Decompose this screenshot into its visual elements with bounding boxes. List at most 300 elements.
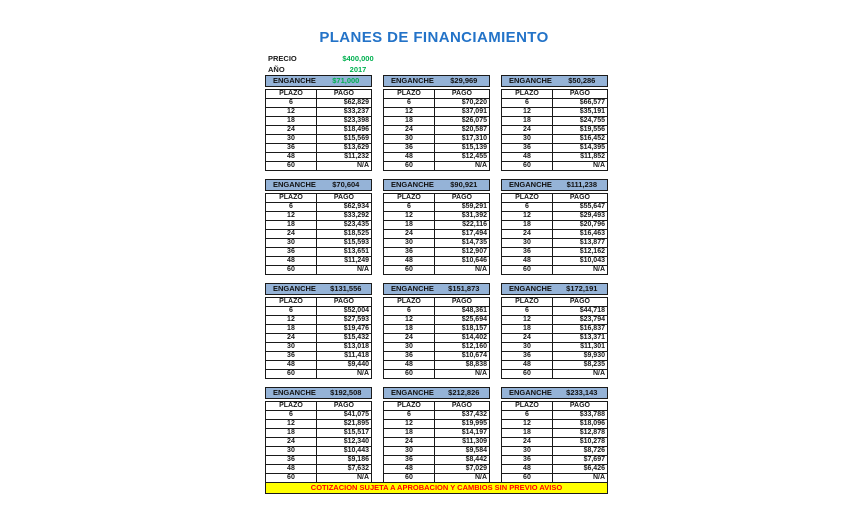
payment-row bbox=[266, 99, 372, 108]
ano-label: AÑO bbox=[268, 65, 285, 74]
pago-cell: $26,075 bbox=[434, 117, 489, 126]
pago-column-header: PAGO bbox=[552, 298, 607, 307]
pago-column-header: PAGO bbox=[316, 298, 371, 307]
payment-table bbox=[383, 193, 490, 275]
pago-column-header: PAGO bbox=[552, 402, 607, 411]
payment-row bbox=[502, 420, 608, 429]
pago-cell: $12,340 bbox=[316, 438, 371, 447]
payment-row bbox=[384, 352, 490, 361]
payment-row bbox=[384, 447, 490, 456]
payment-row bbox=[384, 266, 490, 275]
pago-cell: $35,191 bbox=[552, 108, 607, 117]
enganche-label: ENGANCHE bbox=[391, 388, 434, 397]
payment-row bbox=[266, 456, 372, 465]
pago-cell: $7,632 bbox=[316, 465, 371, 474]
pago-column-header: PAGO bbox=[434, 298, 489, 307]
enganche-value: $233,143 bbox=[566, 388, 598, 397]
payment-row bbox=[384, 438, 490, 447]
enganche-label: ENGANCHE bbox=[391, 284, 434, 293]
pago-cell: $11,249 bbox=[316, 257, 371, 266]
payment-row bbox=[502, 257, 608, 266]
pago-cell: $6,426 bbox=[552, 465, 607, 474]
plazo-cell: 6 bbox=[502, 411, 553, 420]
enganche-value: $90,921 bbox=[450, 180, 478, 189]
payment-row bbox=[384, 108, 490, 117]
plazo-cell: 18 bbox=[266, 325, 317, 334]
payment-table-header-row bbox=[502, 298, 608, 307]
pago-cell: $13,629 bbox=[316, 144, 371, 153]
plazo-column-header: PLAZO bbox=[384, 402, 435, 411]
payment-row bbox=[384, 307, 490, 316]
plazo-cell: 30 bbox=[266, 135, 317, 144]
payment-row bbox=[502, 230, 608, 239]
payment-table bbox=[265, 89, 372, 171]
plazo-cell: 12 bbox=[384, 316, 435, 325]
payment-row bbox=[266, 438, 372, 447]
enganche-value: $29,969 bbox=[450, 76, 478, 85]
pago-cell: $22,116 bbox=[434, 221, 489, 230]
pago-cell: $19,556 bbox=[552, 126, 607, 135]
pago-cell: $19,995 bbox=[434, 420, 489, 429]
plan-table bbox=[383, 387, 490, 483]
pago-cell: $9,930 bbox=[552, 352, 607, 361]
pago-cell: $48,361 bbox=[434, 307, 489, 316]
enganche-label: ENGANCHE bbox=[509, 76, 552, 85]
enganche-header bbox=[265, 283, 372, 295]
pago-cell: $25,694 bbox=[434, 316, 489, 325]
payment-row bbox=[384, 325, 490, 334]
payment-row bbox=[384, 203, 490, 212]
pago-cell: $10,043 bbox=[552, 257, 607, 266]
enganche-value: $151,873 bbox=[448, 284, 480, 293]
plazo-column-header: PLAZO bbox=[266, 90, 317, 99]
plazo-cell: 48 bbox=[266, 153, 317, 162]
enganche-header bbox=[383, 387, 490, 399]
pago-cell: $14,197 bbox=[434, 429, 489, 438]
payment-row bbox=[384, 411, 490, 420]
plazo-cell: 36 bbox=[502, 352, 553, 361]
payment-row bbox=[266, 361, 372, 370]
payment-row bbox=[502, 99, 608, 108]
plazo-cell: 24 bbox=[266, 230, 317, 239]
pago-cell: N/A bbox=[552, 370, 607, 379]
pago-cell: $16,452 bbox=[552, 135, 607, 144]
plazo-column-header: PLAZO bbox=[384, 194, 435, 203]
pago-cell: $14,735 bbox=[434, 239, 489, 248]
plazo-cell: 24 bbox=[266, 438, 317, 447]
payment-row bbox=[502, 117, 608, 126]
enganche-header bbox=[501, 387, 608, 399]
enganche-label: ENGANCHE bbox=[273, 388, 316, 397]
plazo-cell: 60 bbox=[502, 162, 553, 171]
pago-cell: $62,934 bbox=[316, 203, 371, 212]
precio-row bbox=[268, 53, 393, 64]
payment-row bbox=[502, 221, 608, 230]
payment-row bbox=[502, 248, 608, 257]
pago-cell: $12,907 bbox=[434, 248, 489, 257]
plazo-cell: 48 bbox=[502, 361, 553, 370]
plan-table bbox=[501, 179, 608, 275]
enganche-value: $131,556 bbox=[330, 284, 362, 293]
payment-table bbox=[383, 401, 490, 483]
pago-cell: $13,877 bbox=[552, 239, 607, 248]
payment-row bbox=[502, 456, 608, 465]
pago-cell: $7,697 bbox=[552, 456, 607, 465]
plazo-cell: 6 bbox=[266, 203, 317, 212]
ano-value: 2017 bbox=[349, 65, 367, 74]
payment-row bbox=[502, 334, 608, 343]
plazo-column-header: PLAZO bbox=[384, 298, 435, 307]
pago-cell: $9,584 bbox=[434, 447, 489, 456]
plazo-cell: 60 bbox=[384, 370, 435, 379]
payment-row bbox=[384, 257, 490, 266]
plazo-cell: 12 bbox=[502, 316, 553, 325]
plazo-cell: 30 bbox=[384, 447, 435, 456]
plazo-column-header: PLAZO bbox=[266, 402, 317, 411]
plazo-cell: 24 bbox=[384, 126, 435, 135]
payment-row bbox=[502, 307, 608, 316]
plazo-column-header: PLAZO bbox=[266, 298, 317, 307]
plazo-cell: 18 bbox=[384, 221, 435, 230]
plan-table bbox=[265, 283, 372, 379]
payment-row bbox=[266, 316, 372, 325]
payment-row bbox=[502, 447, 608, 456]
pago-cell: $8,442 bbox=[434, 456, 489, 465]
pago-cell: $15,593 bbox=[316, 239, 371, 248]
payment-row bbox=[266, 411, 372, 420]
enganche-header bbox=[383, 179, 490, 191]
payment-row bbox=[266, 343, 372, 352]
plazo-cell: 36 bbox=[384, 144, 435, 153]
payment-row bbox=[502, 411, 608, 420]
pago-cell: $14,402 bbox=[434, 334, 489, 343]
payment-row bbox=[502, 370, 608, 379]
payment-row bbox=[266, 153, 372, 162]
plazo-cell: 48 bbox=[502, 153, 553, 162]
plazo-cell: 30 bbox=[502, 343, 553, 352]
enganche-header bbox=[501, 283, 608, 295]
payment-row bbox=[384, 153, 490, 162]
plazo-cell: 12 bbox=[384, 108, 435, 117]
payment-table bbox=[383, 89, 490, 171]
payment-row bbox=[502, 135, 608, 144]
payment-row bbox=[502, 429, 608, 438]
pago-cell: $37,432 bbox=[434, 411, 489, 420]
enganche-header bbox=[265, 387, 372, 399]
pago-cell: $59,291 bbox=[434, 203, 489, 212]
price-info-block bbox=[268, 53, 393, 75]
plazo-cell: 36 bbox=[502, 248, 553, 257]
plazo-cell: 24 bbox=[384, 230, 435, 239]
plazo-cell: 24 bbox=[384, 334, 435, 343]
pago-cell: $37,091 bbox=[434, 108, 489, 117]
payment-row bbox=[384, 370, 490, 379]
enganche-header bbox=[501, 179, 608, 191]
pago-cell: $11,418 bbox=[316, 352, 371, 361]
plazo-cell: 6 bbox=[384, 411, 435, 420]
payment-table bbox=[383, 297, 490, 379]
plazo-cell: 24 bbox=[502, 230, 553, 239]
pago-cell: $31,392 bbox=[434, 212, 489, 221]
plazo-cell: 6 bbox=[266, 411, 317, 420]
plazo-cell: 60 bbox=[384, 162, 435, 171]
pago-cell: $10,674 bbox=[434, 352, 489, 361]
plan-table bbox=[501, 283, 608, 379]
pago-cell: $14,395 bbox=[552, 144, 607, 153]
pago-cell: $62,829 bbox=[316, 99, 371, 108]
payment-row bbox=[384, 316, 490, 325]
pago-cell: N/A bbox=[316, 266, 371, 275]
plazo-cell: 48 bbox=[266, 361, 317, 370]
enganche-header bbox=[265, 75, 372, 87]
plazo-column-header: PLAZO bbox=[266, 194, 317, 203]
enganche-label: ENGANCHE bbox=[273, 180, 316, 189]
plazo-cell: 30 bbox=[384, 135, 435, 144]
payment-row bbox=[384, 117, 490, 126]
payment-row bbox=[502, 465, 608, 474]
enganche-label: ENGANCHE bbox=[509, 388, 552, 397]
plazo-cell: 30 bbox=[384, 343, 435, 352]
plazo-cell: 6 bbox=[502, 307, 553, 316]
plazo-cell: 12 bbox=[266, 420, 317, 429]
payment-row bbox=[266, 126, 372, 135]
payment-table-header-row bbox=[502, 402, 608, 411]
payment-row bbox=[502, 108, 608, 117]
payment-table-header-row bbox=[384, 298, 490, 307]
plazo-cell: 60 bbox=[384, 474, 435, 483]
plazo-cell: 12 bbox=[502, 420, 553, 429]
enganche-header bbox=[265, 179, 372, 191]
payment-row bbox=[384, 162, 490, 171]
plazo-cell: 12 bbox=[384, 212, 435, 221]
payment-row bbox=[266, 465, 372, 474]
payment-row bbox=[266, 239, 372, 248]
pago-cell: $11,309 bbox=[434, 438, 489, 447]
pago-cell: $15,139 bbox=[434, 144, 489, 153]
plazo-cell: 12 bbox=[502, 108, 553, 117]
plazo-cell: 48 bbox=[266, 257, 317, 266]
pago-cell: $18,525 bbox=[316, 230, 371, 239]
payment-table-header-row bbox=[502, 90, 608, 99]
pago-cell: N/A bbox=[316, 162, 371, 171]
pago-cell: N/A bbox=[434, 370, 489, 379]
plazo-cell: 60 bbox=[502, 266, 553, 275]
payment-row bbox=[502, 438, 608, 447]
plazo-cell: 30 bbox=[384, 239, 435, 248]
payment-table-header-row bbox=[384, 194, 490, 203]
payment-row bbox=[384, 144, 490, 153]
pago-cell: $23,435 bbox=[316, 221, 371, 230]
plazo-cell: 24 bbox=[502, 334, 553, 343]
pago-cell: N/A bbox=[552, 266, 607, 275]
plazo-cell: 6 bbox=[384, 203, 435, 212]
plazo-cell: 36 bbox=[384, 248, 435, 257]
pago-cell: $21,895 bbox=[316, 420, 371, 429]
plazo-cell: 48 bbox=[384, 361, 435, 370]
pago-cell: $9,440 bbox=[316, 361, 371, 370]
pago-cell: $17,494 bbox=[434, 230, 489, 239]
enganche-value: $71,000 bbox=[332, 76, 360, 85]
plazo-cell: 48 bbox=[384, 257, 435, 266]
payment-table-header-row bbox=[266, 298, 372, 307]
payment-row bbox=[384, 248, 490, 257]
pago-cell: $33,237 bbox=[316, 108, 371, 117]
payment-row bbox=[502, 266, 608, 275]
payment-table-header-row bbox=[266, 90, 372, 99]
pago-cell: N/A bbox=[552, 474, 607, 483]
payment-row bbox=[502, 352, 608, 361]
pago-cell: $44,718 bbox=[552, 307, 607, 316]
plazo-cell: 48 bbox=[384, 153, 435, 162]
enganche-value: $172,191 bbox=[566, 284, 598, 293]
plazo-cell: 18 bbox=[502, 325, 553, 334]
payment-row bbox=[502, 203, 608, 212]
plazo-cell: 60 bbox=[384, 266, 435, 275]
plazo-cell: 18 bbox=[266, 429, 317, 438]
payment-table bbox=[501, 297, 608, 379]
payment-table-header-row bbox=[266, 402, 372, 411]
enganche-label: ENGANCHE bbox=[509, 284, 552, 293]
plazo-cell: 30 bbox=[266, 343, 317, 352]
pago-cell: $11,301 bbox=[552, 343, 607, 352]
pago-cell: $13,018 bbox=[316, 343, 371, 352]
plazo-column-header: PLAZO bbox=[502, 194, 553, 203]
payment-row bbox=[266, 334, 372, 343]
precio-label: PRECIO bbox=[268, 54, 297, 63]
enganche-header bbox=[383, 283, 490, 295]
plazo-cell: 18 bbox=[266, 221, 317, 230]
payment-row bbox=[266, 144, 372, 153]
payment-row bbox=[266, 257, 372, 266]
plazo-column-header: PLAZO bbox=[502, 402, 553, 411]
payment-row bbox=[266, 162, 372, 171]
payment-row bbox=[384, 135, 490, 144]
plazo-cell: 30 bbox=[266, 447, 317, 456]
plazo-cell: 18 bbox=[384, 117, 435, 126]
plazo-cell: 12 bbox=[502, 212, 553, 221]
pago-cell: $12,455 bbox=[434, 153, 489, 162]
payment-row bbox=[502, 343, 608, 352]
plazo-cell: 36 bbox=[266, 352, 317, 361]
payment-row bbox=[266, 370, 372, 379]
plazo-cell: 36 bbox=[502, 144, 553, 153]
payment-row bbox=[384, 420, 490, 429]
plazo-cell: 60 bbox=[266, 474, 317, 483]
payment-row bbox=[266, 230, 372, 239]
plazo-cell: 48 bbox=[266, 465, 317, 474]
payment-row bbox=[384, 361, 490, 370]
pago-cell: N/A bbox=[552, 162, 607, 171]
payment-table bbox=[501, 401, 608, 483]
plazo-cell: 18 bbox=[502, 117, 553, 126]
plazo-cell: 60 bbox=[502, 370, 553, 379]
payment-table-header-row bbox=[384, 90, 490, 99]
enganche-label: ENGANCHE bbox=[509, 180, 552, 189]
pago-cell: $10,646 bbox=[434, 257, 489, 266]
plazo-cell: 24 bbox=[266, 126, 317, 135]
plazo-cell: 18 bbox=[384, 429, 435, 438]
pago-column-header: PAGO bbox=[552, 90, 607, 99]
plazo-cell: 18 bbox=[266, 117, 317, 126]
pago-cell: $10,278 bbox=[552, 438, 607, 447]
pago-cell: $29,493 bbox=[552, 212, 607, 221]
payment-row bbox=[266, 266, 372, 275]
payment-row bbox=[502, 153, 608, 162]
enganche-value: $70,604 bbox=[332, 180, 360, 189]
enganche-label: ENGANCHE bbox=[391, 76, 434, 85]
pago-column-header: PAGO bbox=[434, 90, 489, 99]
plazo-cell: 6 bbox=[502, 99, 553, 108]
pago-cell: $18,157 bbox=[434, 325, 489, 334]
plazo-cell: 48 bbox=[384, 465, 435, 474]
pago-column-header: PAGO bbox=[316, 90, 371, 99]
plazo-cell: 36 bbox=[502, 456, 553, 465]
plazo-cell: 18 bbox=[384, 325, 435, 334]
payment-table-header-row bbox=[384, 402, 490, 411]
pago-cell: $70,220 bbox=[434, 99, 489, 108]
pago-cell: $33,292 bbox=[316, 212, 371, 221]
payment-row bbox=[502, 316, 608, 325]
pago-cell: $12,160 bbox=[434, 343, 489, 352]
payment-row bbox=[384, 465, 490, 474]
page-title: PLANES DE FINANCIAMIENTO bbox=[319, 29, 549, 46]
payment-table-header-row bbox=[502, 194, 608, 203]
payment-row bbox=[384, 343, 490, 352]
payment-row bbox=[384, 429, 490, 438]
payment-table-header-row bbox=[266, 194, 372, 203]
enganche-value: $50,286 bbox=[568, 76, 596, 85]
pago-cell: $8,726 bbox=[552, 447, 607, 456]
pago-cell: $8,838 bbox=[434, 361, 489, 370]
plazo-cell: 30 bbox=[502, 239, 553, 248]
plazo-cell: 36 bbox=[266, 248, 317, 257]
plazo-cell: 6 bbox=[502, 203, 553, 212]
pago-cell: $18,096 bbox=[552, 420, 607, 429]
payment-row bbox=[266, 429, 372, 438]
payment-row bbox=[502, 126, 608, 135]
plan-table bbox=[265, 179, 372, 275]
pago-cell: $11,852 bbox=[552, 153, 607, 162]
plazo-cell: 18 bbox=[502, 221, 553, 230]
payment-row bbox=[266, 203, 372, 212]
pago-cell: $18,496 bbox=[316, 126, 371, 135]
pago-column-header: PAGO bbox=[434, 194, 489, 203]
plazo-cell: 36 bbox=[266, 144, 317, 153]
pago-column-header: PAGO bbox=[552, 194, 607, 203]
enganche-value: $192,508 bbox=[330, 388, 362, 397]
plazo-cell: 6 bbox=[266, 99, 317, 108]
plazo-cell: 24 bbox=[266, 334, 317, 343]
pago-cell: $13,371 bbox=[552, 334, 607, 343]
plazo-cell: 12 bbox=[266, 108, 317, 117]
plan-table bbox=[265, 75, 372, 171]
pago-cell: $16,463 bbox=[552, 230, 607, 239]
disclaimer-banner: COTIZACION SUJETA A APROBACION Y CAMBIOS SIN PREVIO AVISO bbox=[265, 482, 608, 494]
payment-table bbox=[265, 193, 372, 275]
pago-cell: $12,162 bbox=[552, 248, 607, 257]
enganche-label: ENGANCHE bbox=[273, 284, 316, 293]
payment-row bbox=[266, 135, 372, 144]
payment-row bbox=[384, 212, 490, 221]
plazo-cell: 24 bbox=[384, 438, 435, 447]
plazo-cell: 12 bbox=[266, 212, 317, 221]
payment-table bbox=[265, 401, 372, 483]
plazo-cell: 24 bbox=[502, 126, 553, 135]
plazo-cell: 6 bbox=[384, 307, 435, 316]
payment-row bbox=[266, 420, 372, 429]
pago-cell: $15,517 bbox=[316, 429, 371, 438]
payment-row bbox=[266, 352, 372, 361]
